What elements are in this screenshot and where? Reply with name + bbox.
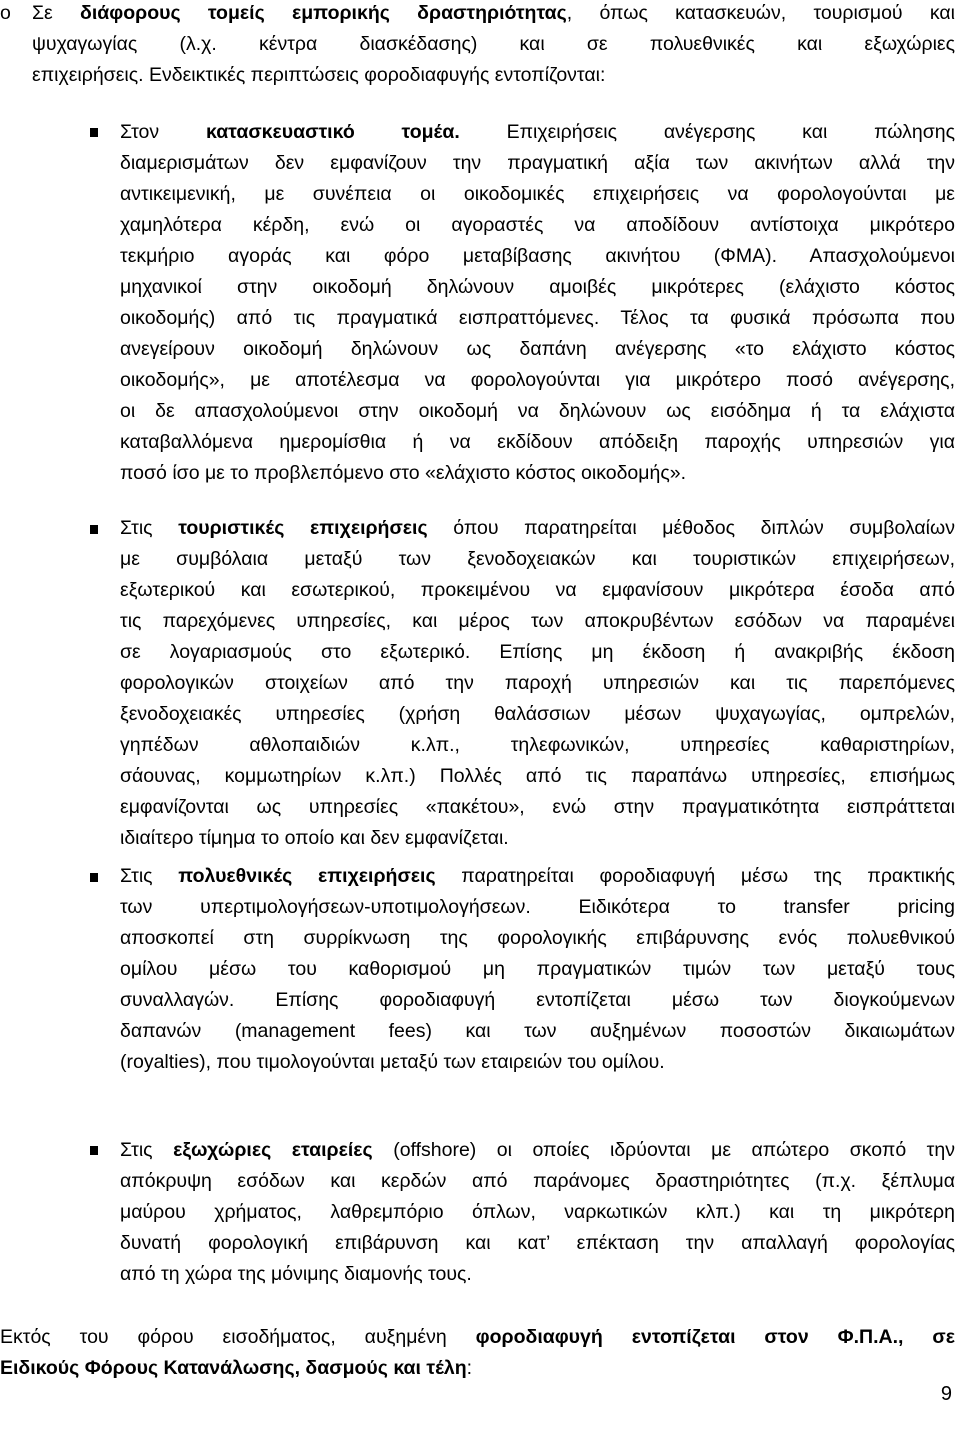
text-line — [120, 1228, 955, 1259]
text-line — [120, 458, 955, 489]
text-line — [120, 1259, 955, 1290]
intro-paragraph — [32, 0, 955, 91]
text-line — [120, 1016, 955, 1047]
text-segment: ξενοδοχειακές υπηρεσίες (χρήση θαλάσσιων μέσων ψυχαγωγίας, ομπρελών, — [120, 703, 955, 725]
text-segment: από τη χώρα της μόνιμης διαμονής τους. — [120, 1263, 472, 1285]
bold-text: φοροδιαφυγή εντοπίζεται στον Φ.Π.Α., σε — [475, 1326, 955, 1348]
text-segment: οι δε απασχολούμενοι στην οικοδομή να δηλώνουν ως εισόδημα ή τα ελάχιστα — [120, 400, 955, 422]
text-line — [120, 179, 955, 210]
bold-text: τουριστικές επιχειρήσεις — [178, 517, 428, 539]
text-segment: δυνατή φορολογική επιβάρυνση και κατ’ επέκταση την απαλλαγή φορολογίας — [120, 1232, 955, 1254]
text-segment: Στις — [120, 1139, 174, 1161]
text-segment: γηπέδων αθλοπαιδιών κ.λπ., τηλεφωνικών, υπηρεσίες καθαριστηρίων, — [120, 734, 955, 756]
text-line — [120, 1047, 955, 1078]
text-line — [120, 210, 955, 241]
text-segment: Στις — [120, 517, 179, 539]
bold-text: κατασκευαστικό τομέα. — [205, 121, 460, 143]
text-segment: Στις — [120, 865, 179, 887]
text-segment: των υπερτιμολογήσεων-υποτιμολογήσεων. Ειδικότερα το transfer pricing — [120, 896, 955, 918]
text-segment: καταβαλλόμενα ημερομίσθια ή να εκδίδουν απόδειξη παροχής υπηρεσιών για — [120, 431, 955, 453]
text-line — [120, 544, 955, 575]
text-line — [120, 575, 955, 606]
text-segment: παρατηρείται φοροδιαφυγή μέσω της πρακτικής — [435, 865, 955, 887]
text-line — [120, 668, 955, 699]
text-segment: συναλλαγών. Επίσης φοροδιαφυγή εντοπίζεται μέσω των διογκούμενων — [120, 989, 955, 1011]
text-segment: (royalties), που τιμολογούνται μεταξύ των εταιρειών του ομίλου. — [120, 1051, 665, 1073]
text-line — [120, 1135, 955, 1166]
square-bullet-icon — [90, 525, 98, 534]
text-segment: σάουνας, κομμωτηρίων κ.λπ.) Πολλές από τις παραπάνω υπηρεσίες, επισήμως — [120, 765, 955, 787]
bold-text: εξωχώριες εταιρείες — [173, 1139, 373, 1161]
square-bullet-icon — [90, 1146, 98, 1155]
text-line — [120, 272, 955, 303]
text-segment: μηχανικοί στην οικοδομή δηλώνουν αμοιβές μικρότερες (ελάχιστο κόστος — [120, 276, 955, 298]
text-segment: φορολογικών στοιχείων από την παροχή υπηρεσιών και τις παρεπόμενες — [120, 672, 955, 694]
text-segment: εμφανίζονται ως υπηρεσίες «πακέτου», ενώ στην πραγματικότητα εισπράττεται — [120, 796, 955, 818]
text-line — [120, 699, 955, 730]
text-line — [120, 513, 955, 544]
text-line — [120, 606, 955, 637]
text-segment: ποσό ίσο με το προβλεπόμενο στο «ελάχιστο κόστος οικοδομής». — [120, 462, 687, 484]
text-line — [32, 0, 955, 29]
bullet-multinational-paragraph — [120, 861, 955, 1078]
square-bullet-icon — [90, 128, 98, 137]
text-segment: ανεγείρουν οικοδομή δηλώνουν ως δαπάνη ανέγερσης «το ελάχιστο κόστος — [120, 338, 955, 360]
text-line — [120, 985, 955, 1016]
text-segment: οικοδομής», με αποτέλεσμα να φορολογούνται για μικρότερο ποσό ανέγερσης, — [120, 369, 955, 391]
text-segment: Σε — [32, 2, 81, 24]
text-segment: τεκμήριο αγοράς και φόρο μεταβίβασης ακινήτου (ΦΜΑ). Απασχολούμενοι — [120, 245, 955, 267]
text-segment: Εκτός του φόρου εισοδήματος, αυξημένη — [0, 1326, 476, 1348]
text-line — [120, 334, 955, 365]
circle-bullet-icon: o — [0, 2, 11, 24]
text-segment: , όπως κατασκευών, τουρισμού και — [566, 2, 955, 24]
text-segment: τις παρεχόμενες υπηρεσίες, και μέρος των αποκρυβέντων εσόδων να παραμένει — [120, 610, 955, 632]
bold-text: Ειδικούς Φόρους Κατανάλωσης, δασμούς και τέλη — [0, 1357, 467, 1379]
text-line — [120, 365, 955, 396]
text-segment: οικοδομής) από τις πραγματικά εισπραττόμενες. Τέλος τα φυσικά πρόσωπα που — [120, 307, 955, 329]
text-segment: Επιχειρήσεις ανέγερσης και πώλησης — [459, 121, 956, 143]
text-segment: σε λογαριασμούς στο εξωτερικό. Επίσης μη έκδοση ή ανακριβής έκδοση — [120, 641, 955, 663]
text-segment: διαμερισμάτων δεν εμφανίζουν την πραγματική αξία των ακινήτων αλλά την — [120, 152, 955, 174]
bullet-construction-paragraph — [120, 117, 955, 489]
bullet-offshore-paragraph — [120, 1135, 955, 1290]
page-number: 9 — [940, 1383, 952, 1405]
text-segment: Στον — [120, 121, 206, 143]
text-segment: εξωτερικού και εσωτερικού, προκειμένου να εμφανίσουν μικρότερα έσοδα από — [120, 579, 955, 601]
text-line — [120, 396, 955, 427]
text-line — [120, 241, 955, 272]
text-segment: αντικειμενική, με συνέπεια οι οικοδομικές επιχειρήσεις να φορολογούνται με — [120, 183, 955, 205]
closing-paragraph — [0, 1322, 955, 1384]
text-segment: ιδιαίτερο τίμημα το οποίο και δεν εμφανίζεται. — [120, 827, 509, 849]
text-segment: (offshore) οι οποίες ιδρύονται με απώτερο σκοπό την — [372, 1139, 955, 1161]
bullet-tourism-paragraph — [120, 513, 955, 854]
text-line — [120, 1197, 955, 1228]
text-line — [120, 637, 955, 668]
text-line — [120, 730, 955, 761]
text-line — [120, 303, 955, 334]
text-line — [0, 1322, 955, 1353]
bold-text: διάφορους τομείς εμπορικής δραστηριότητας — [80, 2, 567, 24]
text-segment: ομίλου μέσω του καθορισμού μη πραγματικών τιμών των μεταξύ τους — [120, 958, 955, 980]
text-segment: απόκρυψη εσόδων και κερδών από παράνομες δραστηριότητες (π.χ. ξέπλυμα — [120, 1170, 955, 1192]
text-segment: χαμηλότερα κέρδη, ενώ οι αγοραστές να αποδίδουν αντίστοιχα μικρότερο — [120, 214, 955, 236]
text-line — [32, 60, 955, 91]
text-line — [120, 892, 955, 923]
text-line — [120, 861, 955, 892]
text-line — [32, 29, 955, 60]
text-segment: επιχειρήσεις. Ενδεικτικές περιπτώσεις φοροδιαφυγής εντοπίζονται: — [32, 64, 606, 86]
text-segment: με συμβόλαια μεταξύ των ξενοδοχειακών και τουριστικών επιχειρήσεων, — [120, 548, 955, 570]
text-line — [120, 1166, 955, 1197]
text-segment: αποσκοπεί στη συρρίκνωση της φορολογικής επιβάρυνσης ενός πολυεθνικού — [120, 927, 955, 949]
text-line — [0, 1353, 955, 1384]
text-line — [120, 823, 955, 854]
text-segment: δαπανών (management fees) και των αυξημένων ποσοστών δικαιωμάτων — [120, 1020, 955, 1042]
text-line — [120, 427, 955, 458]
text-segment: όπου παρατηρείται μέθοδος διπλών συμβολαίων — [427, 517, 955, 539]
text-line — [120, 761, 955, 792]
bold-text: πολυεθνικές επιχειρήσεις — [178, 865, 436, 887]
text-line — [120, 923, 955, 954]
text-segment: μαύρου χρήματος, λαθρεμπόριο όπλων, ναρκωτικών κλπ.) και τη μικρότερη — [120, 1201, 955, 1223]
text-line — [120, 954, 955, 985]
text-segment: ψυχαγωγίας (λ.χ. κέντρα διασκέδασης) και σε πολυεθνικές και εξωχώριες — [32, 33, 955, 55]
text-line — [120, 792, 955, 823]
text-line — [120, 117, 955, 148]
text-segment: : — [466, 1357, 473, 1379]
square-bullet-icon — [90, 873, 98, 882]
text-line — [120, 148, 955, 179]
